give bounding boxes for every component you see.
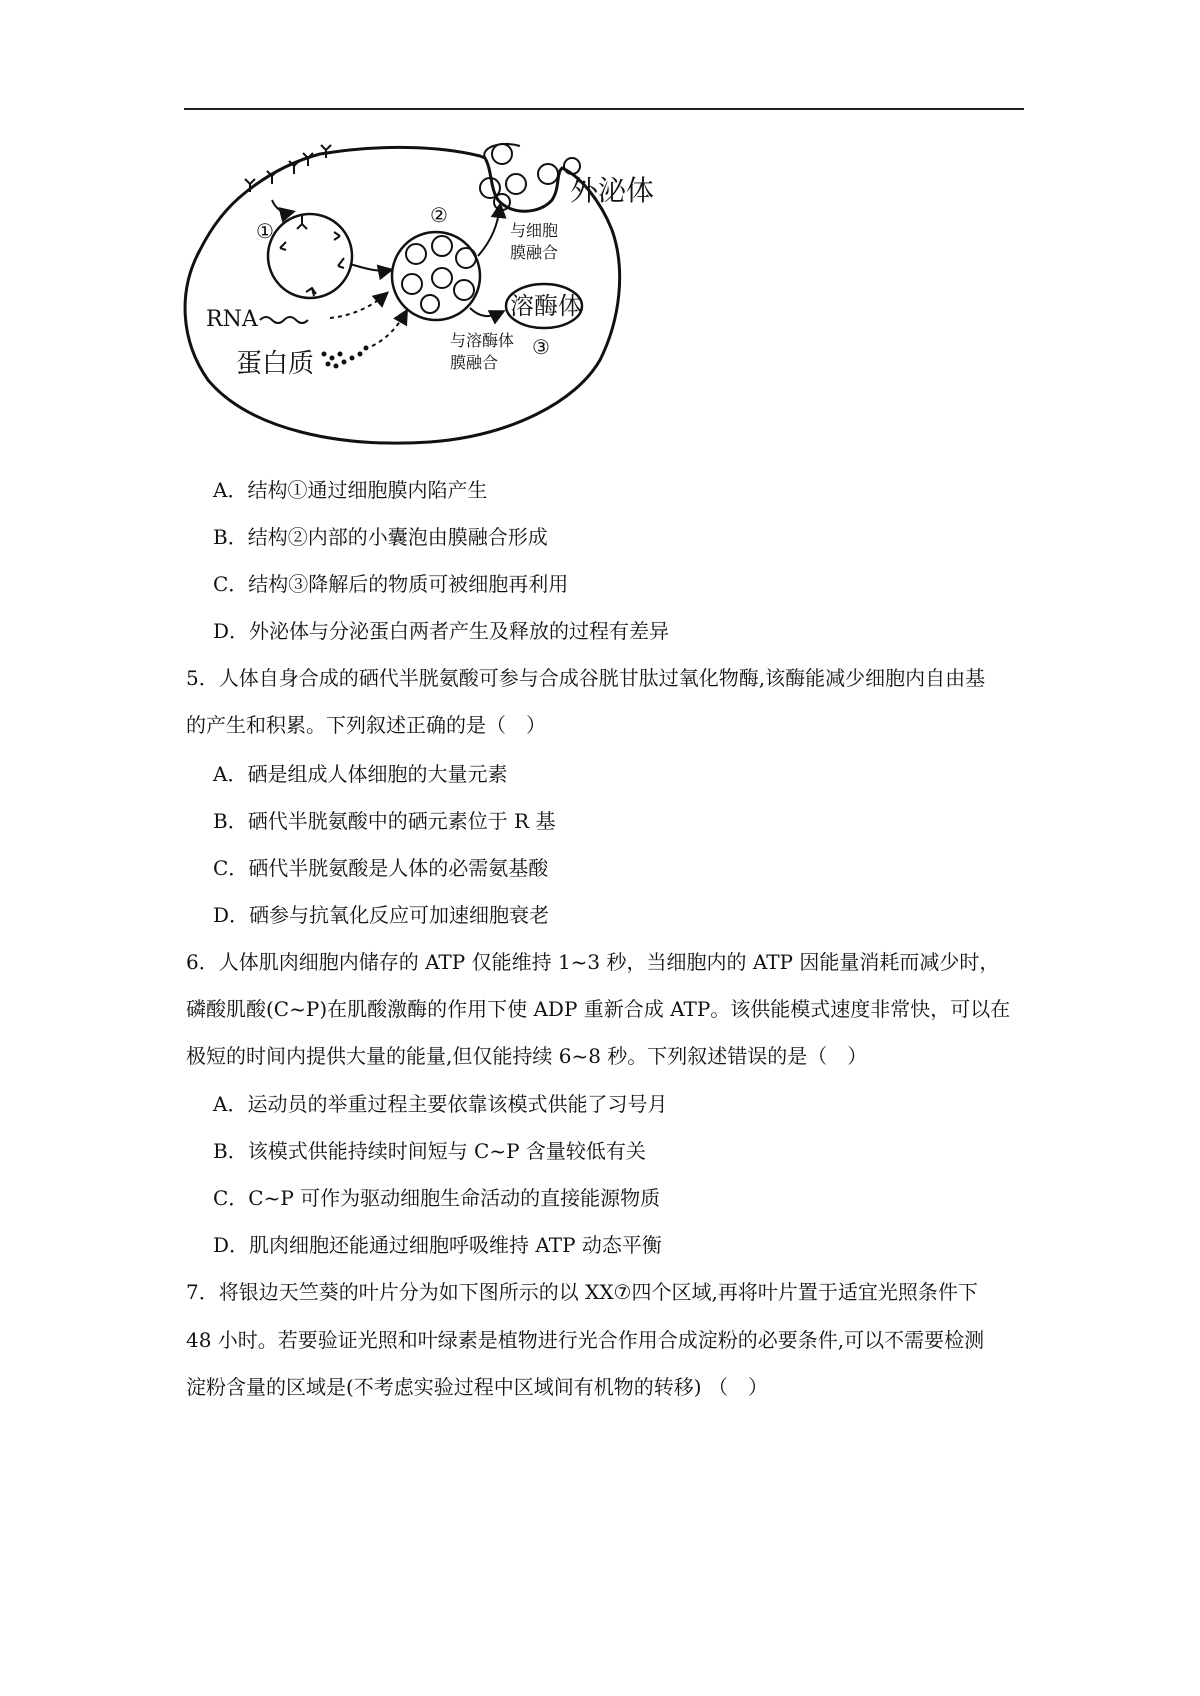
early-endosome <box>268 214 352 298</box>
q4-option-a: A．结构①通过细胞膜内陷产生 <box>213 478 488 502</box>
q4-option-d: D．外泌体与分泌蛋白两者产生及释放的过程有差异 <box>213 619 670 643</box>
header-rule <box>184 108 1024 110</box>
q7-stem-line3: 淀粉含量的区域是(不考虑实验过程中区域间有机物的转移) （ ） <box>186 1375 768 1399</box>
q5-option-d: D．硒参与抗氧化反应可加速细胞衰老 <box>213 903 550 927</box>
label-rna: RNA <box>206 307 258 332</box>
exosome-vesicles <box>480 144 580 210</box>
q6-stem-line1: 6．人体肌肉细胞内储存的 ATP 仅能维持 1~3 秒，当细胞内的 ATP 因能量消耗而减少时， <box>186 950 1000 974</box>
receptor-icons <box>245 145 331 192</box>
q6-stem-line2: 磷酸肌酸(C~P)在肌酸激酶的作用下使 ADP 重新合成 ATP。该供能模式速度非常快，可以在 <box>186 997 1011 1021</box>
label-fuse-lysosome-1: 与溶酶体 <box>450 331 515 350</box>
q6-stem-line3: 极短的时间内提供大量的能量,但仅能持续 6~8 秒。下列叙述错误的是（ ） <box>186 1044 868 1068</box>
q5-option-a: A．硒是组成人体细胞的大量元素 <box>213 762 508 786</box>
q5-option-c: C．硒代半胱氨酸是人体的必需氨基酸 <box>213 856 549 880</box>
q6-option-b: B．该模式供能持续时间短与 C~P 含量较低有关 <box>213 1139 646 1163</box>
label-lysosome: 溶酶体 <box>510 292 582 320</box>
label-num2: ② <box>430 203 448 227</box>
q4-option-c: C．结构③降解后的物质可被细胞再利用 <box>213 572 569 596</box>
label-protein: 蛋白质 <box>236 349 315 379</box>
q7-stem-line1: 7．将银边天竺葵的叶片分为如下图所示的以 XX⑦四个区域,再将叶片置于适宜光照条件下 <box>186 1280 978 1304</box>
q5-stem-line1: 5．人体自身合成的硒代半胱氨酸可参与合成谷胱甘肽过氧化物酶,该酶能减少细胞内自由基 <box>186 666 986 690</box>
label-num1: ① <box>256 219 274 243</box>
q5-option-b: B．硒代半胱氨酸中的硒元素位于 R 基 <box>213 809 556 833</box>
label-num3: ③ <box>532 335 550 359</box>
q7-stem-line2: 48 小时。若要验证光照和叶绿素是植物进行光合作用合成淀粉的必要条件,可以不需要检测 <box>186 1328 985 1352</box>
q6-option-c: C．C~P 可作为驱动细胞生命活动的直接能源物质 <box>213 1186 661 1210</box>
q6-option-a: A．运动员的举重过程主要依靠该模式供能了习号月 <box>213 1092 668 1116</box>
cell-diagram <box>180 140 720 456</box>
label-fuse-lysosome-2: 膜融合 <box>450 353 499 372</box>
q5-stem-line2: 的产生和积累。下列叙述正确的是（ ） <box>186 713 546 737</box>
label-fuse-membrane-1: 与细胞 <box>510 221 559 240</box>
q6-option-d: D．肌肉细胞还能通过细胞呼吸维持 ATP 动态平衡 <box>213 1233 662 1257</box>
label-fuse-membrane-2: 膜融合 <box>510 243 559 262</box>
label-exosome: 外泌体 <box>570 174 655 207</box>
q4-option-b: B．结构②内部的小囊泡由膜融合形成 <box>213 525 548 549</box>
